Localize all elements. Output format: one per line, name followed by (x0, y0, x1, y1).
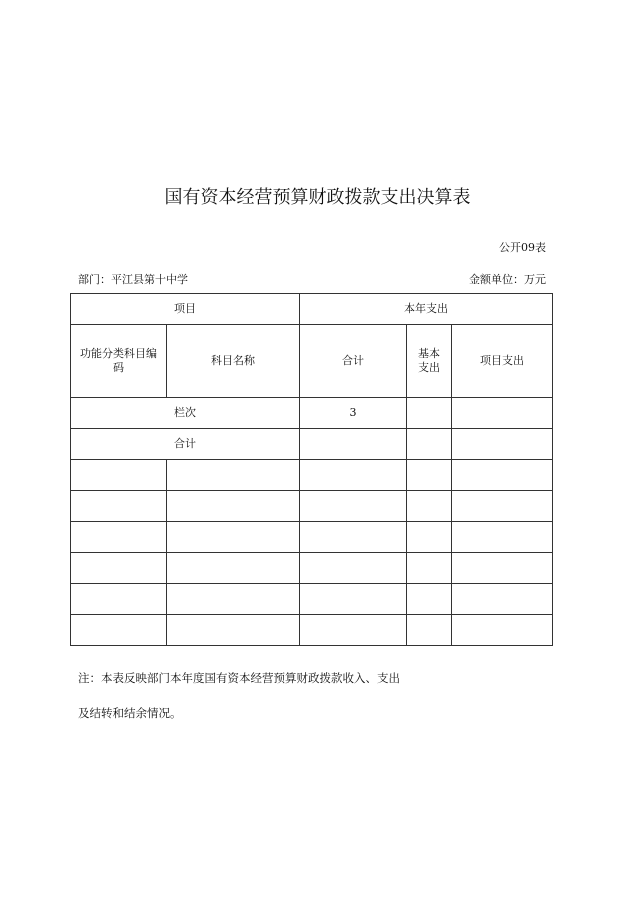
table-cell (71, 615, 167, 646)
header-basic-expense-line2: 支出 (418, 361, 440, 374)
table-cell (300, 553, 407, 584)
table-cell (71, 584, 167, 615)
department-label: 部门：平江县第十中学 (78, 273, 188, 286)
column-number-total: 3 (300, 398, 407, 429)
table-cell (167, 615, 300, 646)
header-project: 项目 (71, 294, 300, 325)
table-cell (452, 553, 553, 584)
table-row (71, 615, 553, 646)
table-cell (452, 491, 553, 522)
table-cell (452, 522, 553, 553)
table-cell (407, 460, 452, 491)
header-current-year: 本年支出 (300, 294, 553, 325)
table-cell (300, 491, 407, 522)
table-cell (71, 491, 167, 522)
table-cell (452, 615, 553, 646)
table-row (71, 553, 553, 584)
column-number-label: 栏次 (71, 398, 300, 429)
table-cell (167, 553, 300, 584)
page-title: 国有资本经营预算财政拨款支出决算表 (164, 187, 471, 208)
footnote-line-1: 注：本表反映部门本年度国有资本经营预算财政拨款收入、支出 (78, 671, 400, 685)
header-basic-expense (407, 325, 452, 398)
header-function-code (71, 325, 167, 398)
header-row-1 (71, 294, 553, 325)
form-code: 公开09表 (499, 241, 546, 254)
table-cell (407, 522, 452, 553)
table-cell (167, 522, 300, 553)
header-subject-name: 科目名称 (167, 325, 300, 398)
table-cell (300, 615, 407, 646)
table-cell (452, 584, 553, 615)
table-cell (71, 522, 167, 553)
table-cell (407, 553, 452, 584)
expenditure-table (70, 293, 553, 646)
table-cell (300, 460, 407, 491)
table-cell (167, 460, 300, 491)
header-function-code-line2: 码 (113, 361, 124, 374)
table-cell (167, 491, 300, 522)
table-cell (452, 460, 553, 491)
table-cell (71, 553, 167, 584)
table-cell (407, 615, 452, 646)
table-cell (407, 429, 452, 460)
table-cell (407, 491, 452, 522)
table-cell (300, 429, 407, 460)
table-cell (452, 429, 553, 460)
table-row (71, 522, 553, 553)
table-cell (300, 522, 407, 553)
table-row (71, 460, 553, 491)
header-function-code-line1: 功能分类科目编 (80, 347, 157, 360)
table-cell (167, 584, 300, 615)
header-row-2 (71, 325, 553, 398)
table-cell (300, 584, 407, 615)
header-project-expense: 项目支出 (452, 325, 553, 398)
table-row (71, 584, 553, 615)
column-number-row (71, 398, 553, 429)
table-cell (71, 460, 167, 491)
table-cell (407, 584, 452, 615)
total-row (71, 429, 553, 460)
table-cell (407, 398, 452, 429)
total-label: 合计 (71, 429, 300, 460)
amount-unit-label: 金额单位：万元 (469, 273, 546, 286)
header-total: 合计 (300, 325, 407, 398)
footnote-line-2: 及结转和结余情况。 (78, 706, 182, 720)
header-basic-expense-line1: 基本 (418, 347, 440, 360)
table-row (71, 491, 553, 522)
table-cell (452, 398, 553, 429)
